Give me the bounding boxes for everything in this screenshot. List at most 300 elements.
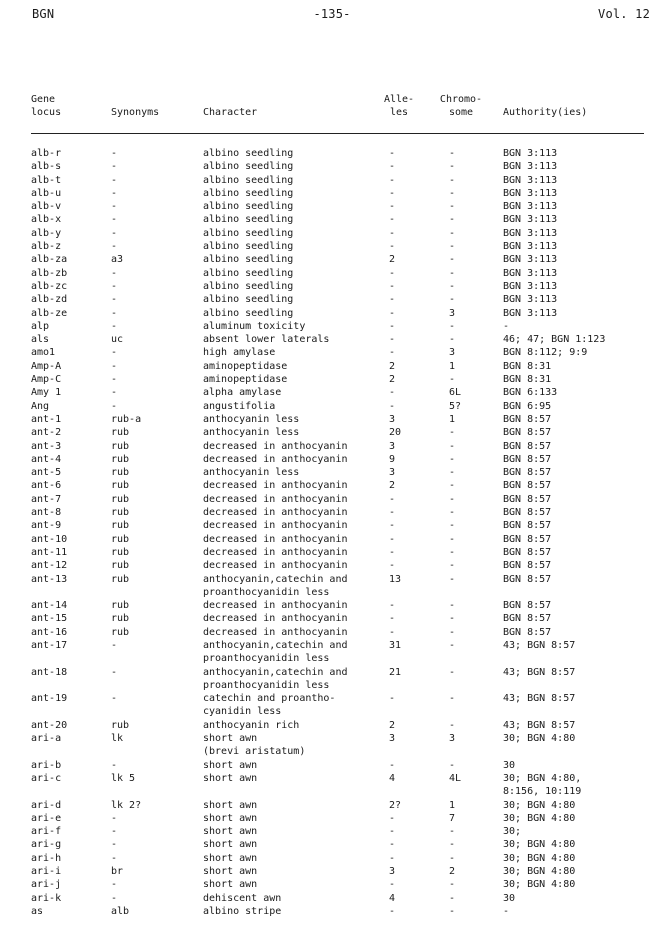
cell-locus: ari-f <box>31 826 62 838</box>
cell-all: - <box>389 520 396 532</box>
cell-char: short awn <box>203 866 258 878</box>
cell-all: 2 <box>389 374 396 386</box>
page-number: -135- <box>313 7 351 21</box>
cell-all: - <box>389 227 396 239</box>
table-row <box>31 440 649 453</box>
cell-syn: - <box>111 812 118 824</box>
cell-all: - <box>389 174 396 186</box>
cell-auth: 30; BGN 4:80 <box>503 799 576 811</box>
cell-chr: 3 <box>449 347 456 359</box>
cell-chr: - <box>449 427 456 439</box>
cell-char: absent lower laterals <box>203 334 330 346</box>
cell-syn: rub <box>111 467 130 479</box>
cell-char: decreased in anthocyanin <box>203 480 348 492</box>
cell-chr: 3 <box>449 733 456 745</box>
cell-locus: ant-8 <box>31 507 62 519</box>
cell-char: short awn <box>203 812 258 824</box>
cell-locus: ari-d <box>31 799 62 811</box>
cell-syn: - <box>111 639 118 651</box>
cell-locus: ari-j <box>31 879 62 891</box>
cell-all: - <box>389 161 396 173</box>
cell-syn: rub <box>111 573 130 585</box>
cell-char: albino seedling <box>203 267 294 279</box>
cell-syn: rub <box>111 480 130 492</box>
cell-syn: rub <box>111 600 130 612</box>
table-row <box>31 333 649 346</box>
cell-all: 2 <box>389 480 396 492</box>
cell-locus: Amy 1 <box>31 387 62 399</box>
cell-chr: - <box>449 334 456 346</box>
cell-all: 3 <box>389 866 396 878</box>
cell-char: albino seedling <box>203 307 294 319</box>
table-row <box>31 878 649 891</box>
cell-locus: ant-10 <box>31 533 68 545</box>
cell-auth: 43; BGN 8:57 <box>503 693 576 705</box>
cell-auth: 30; BGN 4:80, 8:156, 10:119 <box>503 772 582 798</box>
column-header-chromosome: Chromo- some <box>439 94 483 118</box>
cell-auth: BGN 3:113 <box>503 161 558 173</box>
cell-all: - <box>389 613 396 625</box>
cell-auth: BGN 3:113 <box>503 241 558 253</box>
cell-char: albino stripe <box>203 905 282 917</box>
cell-char: short awn <box>203 839 258 851</box>
cell-all: 4 <box>389 772 396 784</box>
cell-syn: - <box>111 187 118 199</box>
cell-locus: ant-19 <box>31 693 68 705</box>
cell-locus: ari-e <box>31 812 62 824</box>
table-row <box>31 546 649 559</box>
cell-all: - <box>389 693 396 705</box>
cell-all: - <box>389 334 396 346</box>
table-row <box>31 307 649 320</box>
cell-syn: lk 2? <box>111 799 142 811</box>
cell-syn: rub-a <box>111 413 142 425</box>
cell-auth: BGN 3:113 <box>503 307 558 319</box>
cell-auth: BGN 8:57 <box>503 626 552 638</box>
cell-locus: alb-zd <box>31 294 68 306</box>
cell-auth: BGN 6:133 <box>503 387 558 399</box>
cell-auth: BGN 8:57 <box>503 613 552 625</box>
cell-all: - <box>389 493 396 505</box>
cell-chr: - <box>449 826 456 838</box>
cell-all: 2? <box>389 799 402 811</box>
table-row <box>31 506 649 519</box>
cell-all: - <box>389 187 396 199</box>
cell-locus: amo1 <box>31 347 56 359</box>
cell-chr: - <box>449 852 456 864</box>
cell-char: decreased in anthocyanin <box>203 507 348 519</box>
cell-all: 13 <box>389 573 402 585</box>
cell-all: - <box>389 307 396 319</box>
column-headers <box>31 93 649 125</box>
cell-locus: alb-zb <box>31 267 68 279</box>
table-row <box>31 719 649 732</box>
cell-char: anthocyanin less <box>203 467 300 479</box>
cell-auth: 46; 47; BGN 1:123 <box>503 334 606 346</box>
cell-all: - <box>389 280 396 292</box>
cell-syn: rub <box>111 493 130 505</box>
cell-chr: 7 <box>449 812 456 824</box>
cell-locus: ant-2 <box>31 427 62 439</box>
cell-all: - <box>389 879 396 891</box>
cell-char: decreased in anthocyanin <box>203 613 348 625</box>
cell-auth: 30; BGN 4:80 <box>503 839 576 851</box>
table-row <box>31 240 649 253</box>
cell-chr: - <box>449 294 456 306</box>
cell-syn: rub <box>111 507 130 519</box>
cell-auth: 43; BGN 8:57 <box>503 719 576 731</box>
running-header-left: BGN <box>32 7 55 21</box>
cell-syn: rub <box>111 533 130 545</box>
cell-locus: alb-s <box>31 161 62 173</box>
table-row <box>31 759 649 772</box>
cell-auth: BGN 8:57 <box>503 413 552 425</box>
cell-syn: lk 5 <box>111 772 136 784</box>
cell-chr: - <box>449 440 456 452</box>
cell-all: - <box>389 201 396 213</box>
cell-char: albino seedling <box>203 214 294 226</box>
cell-auth: BGN 8:112; 9:9 <box>503 347 588 359</box>
table-row <box>31 280 649 293</box>
cell-chr: - <box>449 626 456 638</box>
cell-chr: - <box>449 241 456 253</box>
cell-chr: - <box>449 839 456 851</box>
cell-locus: Amp-A <box>31 360 62 372</box>
cell-chr: - <box>449 905 456 917</box>
cell-syn: lk <box>111 733 124 745</box>
cell-auth: BGN 8:57 <box>503 560 552 572</box>
table-row <box>31 413 649 426</box>
cell-all: - <box>389 812 396 824</box>
table-row <box>31 227 649 240</box>
cell-all: - <box>389 387 396 399</box>
cell-chr: - <box>449 374 456 386</box>
cell-syn: - <box>111 307 118 319</box>
cell-auth: BGN 8:57 <box>503 520 552 532</box>
cell-auth: BGN 8:57 <box>503 440 552 452</box>
gene-table <box>31 147 649 918</box>
cell-char: decreased in anthocyanin <box>203 520 348 532</box>
cell-all: - <box>389 826 396 838</box>
table-row <box>31 825 649 838</box>
cell-auth: BGN 3:113 <box>503 148 558 159</box>
cell-syn: rub <box>111 613 130 625</box>
table-row <box>31 466 649 479</box>
cell-auth: 30; BGN 4:80 <box>503 812 576 824</box>
table-row <box>31 160 649 173</box>
cell-chr: - <box>449 892 456 904</box>
cell-chr: - <box>449 214 456 226</box>
cell-all: 2 <box>389 719 396 731</box>
cell-auth: BGN 6:95 <box>503 400 552 412</box>
cell-locus: ant-12 <box>31 560 68 572</box>
cell-syn: - <box>111 267 118 279</box>
cell-syn: alb <box>111 905 130 917</box>
cell-all: 2 <box>389 254 396 266</box>
cell-char: decreased in anthocyanin <box>203 493 348 505</box>
cell-all: - <box>389 214 396 226</box>
cell-char: albino seedling <box>203 174 294 186</box>
cell-all: - <box>389 320 396 332</box>
cell-char: albino seedling <box>203 227 294 239</box>
cell-chr: - <box>449 227 456 239</box>
cell-syn: - <box>111 387 118 399</box>
cell-chr: 6L <box>449 387 462 399</box>
cell-chr: - <box>449 573 456 585</box>
header-rule <box>31 133 644 134</box>
cell-all: 21 <box>389 666 402 678</box>
cell-syn: - <box>111 201 118 213</box>
cell-all: 3 <box>389 467 396 479</box>
cell-all: - <box>389 507 396 519</box>
cell-auth: 30; BGN 4:80 <box>503 866 576 878</box>
cell-auth: BGN 8:57 <box>503 533 552 545</box>
cell-locus: ant-6 <box>31 480 62 492</box>
column-header-synonyms: Synonyms <box>111 107 160 118</box>
cell-syn: - <box>111 826 118 838</box>
cell-chr: - <box>449 533 456 545</box>
cell-locus: ari-i <box>31 866 62 878</box>
cell-locus: ant-13 <box>31 573 68 585</box>
cell-syn: - <box>111 374 118 386</box>
cell-syn: - <box>111 294 118 306</box>
table-row <box>31 533 649 546</box>
cell-syn: - <box>111 214 118 226</box>
cell-syn: - <box>111 347 118 359</box>
cell-syn: - <box>111 892 118 904</box>
cell-char: anthocyanin less <box>203 427 300 439</box>
cell-syn: - <box>111 161 118 173</box>
cell-all: - <box>389 347 396 359</box>
table-row <box>31 320 649 333</box>
cell-auth: 30 <box>503 892 516 904</box>
cell-auth: BGN 3:113 <box>503 294 558 306</box>
table-row <box>31 174 649 187</box>
cell-char: alpha amylase <box>203 387 282 399</box>
cell-char: short awn <box>203 852 258 864</box>
cell-chr: - <box>449 267 456 279</box>
column-header-authority: Authority(ies) <box>503 107 588 118</box>
cell-locus: als <box>31 334 50 346</box>
cell-all: - <box>389 400 396 412</box>
cell-locus: alb-y <box>31 227 62 239</box>
cell-all: 2 <box>389 360 396 372</box>
cell-syn: uc <box>111 334 124 346</box>
cell-syn: rub <box>111 520 130 532</box>
cell-all: 3 <box>389 440 396 452</box>
cell-locus: ant-5 <box>31 467 62 479</box>
cell-chr: - <box>449 280 456 292</box>
cell-char: decreased in anthocyanin <box>203 533 348 545</box>
table-row <box>31 373 649 386</box>
cell-auth: BGN 8:31 <box>503 374 552 386</box>
cell-auth: BGN 8:57 <box>503 600 552 612</box>
column-header-locus: Gene locus <box>31 94 62 118</box>
table-row <box>31 400 649 413</box>
cell-syn: - <box>111 879 118 891</box>
cell-char: short awn <box>203 826 258 838</box>
cell-chr: - <box>449 254 456 266</box>
cell-locus: ant-1 <box>31 413 62 425</box>
cell-all: - <box>389 148 396 159</box>
cell-syn: - <box>111 227 118 239</box>
table-row <box>31 519 649 532</box>
cell-locus: ant-15 <box>31 613 68 625</box>
cell-all: - <box>389 852 396 864</box>
cell-chr: - <box>449 148 456 159</box>
cell-char: dehiscent awn <box>203 892 282 904</box>
cell-locus: Ang <box>31 400 50 412</box>
table-row <box>31 360 649 373</box>
cell-locus: ari-g <box>31 839 62 851</box>
table-row <box>31 573 649 600</box>
cell-locus: alb-t <box>31 174 62 186</box>
cell-char: anthocyanin,catechin and proanthocyanidin less <box>203 573 348 598</box>
cell-locus: alb-r <box>31 148 62 159</box>
cell-syn: a3 <box>111 254 124 266</box>
cell-all: 31 <box>389 639 402 651</box>
table-row <box>31 493 649 506</box>
cell-char: albino seedling <box>203 294 294 306</box>
cell-chr: 1 <box>449 360 456 372</box>
cell-chr: - <box>449 480 456 492</box>
cell-locus: ant-9 <box>31 520 62 532</box>
cell-all: - <box>389 600 396 612</box>
table-row <box>31 692 649 719</box>
table-row <box>31 612 649 625</box>
table-row <box>31 253 649 266</box>
cell-syn: - <box>111 320 118 332</box>
cell-auth: BGN 8:57 <box>503 493 552 505</box>
table-row <box>31 892 649 905</box>
cell-char: albino seedling <box>203 148 294 159</box>
cell-auth: 43; BGN 8:57 <box>503 639 576 651</box>
cell-all: 3 <box>389 733 396 745</box>
cell-auth: BGN 3:113 <box>503 254 558 266</box>
cell-syn: - <box>111 174 118 186</box>
cell-all: 9 <box>389 453 396 465</box>
cell-char: albino seedling <box>203 241 294 253</box>
cell-locus: ant-3 <box>31 440 62 452</box>
cell-auth: BGN 3:113 <box>503 227 558 239</box>
table-row <box>31 812 649 825</box>
volume-label: Vol. 12 <box>598 7 650 21</box>
cell-auth: BGN 8:57 <box>503 467 552 479</box>
cell-locus: ant-4 <box>31 453 62 465</box>
cell-chr: 4L <box>449 772 462 784</box>
cell-all: - <box>389 267 396 279</box>
table-row <box>31 732 649 759</box>
cell-locus: ant-7 <box>31 493 62 505</box>
cell-auth: 30; BGN 4:80 <box>503 879 576 891</box>
cell-chr: - <box>449 493 456 505</box>
table-row <box>31 639 649 666</box>
column-header-character: Character <box>203 107 258 118</box>
cell-chr: - <box>449 759 456 771</box>
cell-char: decreased in anthocyanin <box>203 560 348 572</box>
cell-locus: ari-c <box>31 772 62 784</box>
cell-chr: - <box>449 719 456 731</box>
cell-char: aminopeptidase <box>203 360 288 372</box>
cell-locus: ant-14 <box>31 600 68 612</box>
cell-locus: alb-ze <box>31 307 68 319</box>
cell-locus: ari-a <box>31 733 62 745</box>
cell-chr: - <box>449 560 456 572</box>
cell-char: albino seedling <box>203 161 294 173</box>
table-row <box>31 559 649 572</box>
cell-locus: ari-h <box>31 852 62 864</box>
cell-auth: 30; BGN 4:80 <box>503 733 576 745</box>
cell-chr: - <box>449 467 456 479</box>
cell-syn: - <box>111 241 118 253</box>
cell-locus: alb-zc <box>31 280 68 292</box>
table-row <box>31 799 649 812</box>
cell-char: albino seedling <box>203 254 294 266</box>
cell-auth: 30 <box>503 759 516 771</box>
cell-all: - <box>389 560 396 572</box>
cell-auth: BGN 3:113 <box>503 280 558 292</box>
cell-auth: BGN 3:113 <box>503 267 558 279</box>
cell-chr: - <box>449 693 456 705</box>
cell-locus: ari-b <box>31 759 62 771</box>
cell-char: decreased in anthocyanin <box>203 453 348 465</box>
cell-chr: - <box>449 613 456 625</box>
cell-locus: ari-k <box>31 892 62 904</box>
cell-chr: 3 <box>449 307 456 319</box>
cell-syn: rub <box>111 427 130 439</box>
cell-char: short awn <box>203 799 258 811</box>
cell-char: albino seedling <box>203 187 294 199</box>
cell-auth: BGN 8:57 <box>503 480 552 492</box>
cell-char: short awn <box>203 759 258 771</box>
table-row <box>31 200 649 213</box>
cell-char: short awn <box>203 879 258 891</box>
cell-char: high amylase <box>203 347 276 359</box>
cell-chr: - <box>449 520 456 532</box>
cell-char: short awn (brevi aristatum) <box>203 733 306 758</box>
cell-auth: BGN 3:113 <box>503 174 558 186</box>
cell-chr: 1 <box>449 799 456 811</box>
cell-chr: - <box>449 161 456 173</box>
table-row <box>31 426 649 439</box>
table-row <box>31 838 649 851</box>
cell-char: decreased in anthocyanin <box>203 440 348 452</box>
cell-syn: - <box>111 852 118 864</box>
table-row <box>31 187 649 200</box>
cell-char: anthocyanin rich <box>203 719 300 731</box>
cell-locus: alb-z <box>31 241 62 253</box>
cell-chr: 1 <box>449 413 456 425</box>
cell-syn: - <box>111 759 118 771</box>
cell-chr: - <box>449 174 456 186</box>
cell-auth: BGN 8:57 <box>503 427 552 439</box>
cell-syn: - <box>111 839 118 851</box>
cell-char: decreased in anthocyanin <box>203 546 348 558</box>
cell-syn: - <box>111 360 118 372</box>
cell-chr: - <box>449 639 456 651</box>
cell-syn: - <box>111 693 118 705</box>
cell-locus: ant-17 <box>31 639 68 651</box>
cell-char: anthocyanin less <box>203 413 300 425</box>
table-row <box>31 453 649 466</box>
cell-auth: - <box>503 320 510 332</box>
table-row <box>31 666 649 693</box>
cell-char: anthocyanin,catechin and proanthocyanidin less <box>203 666 348 691</box>
column-header-alleles: Alle- les <box>383 94 415 118</box>
table-row <box>31 479 649 492</box>
cell-locus: alp <box>31 320 50 332</box>
cell-char: aminopeptidase <box>203 374 288 386</box>
